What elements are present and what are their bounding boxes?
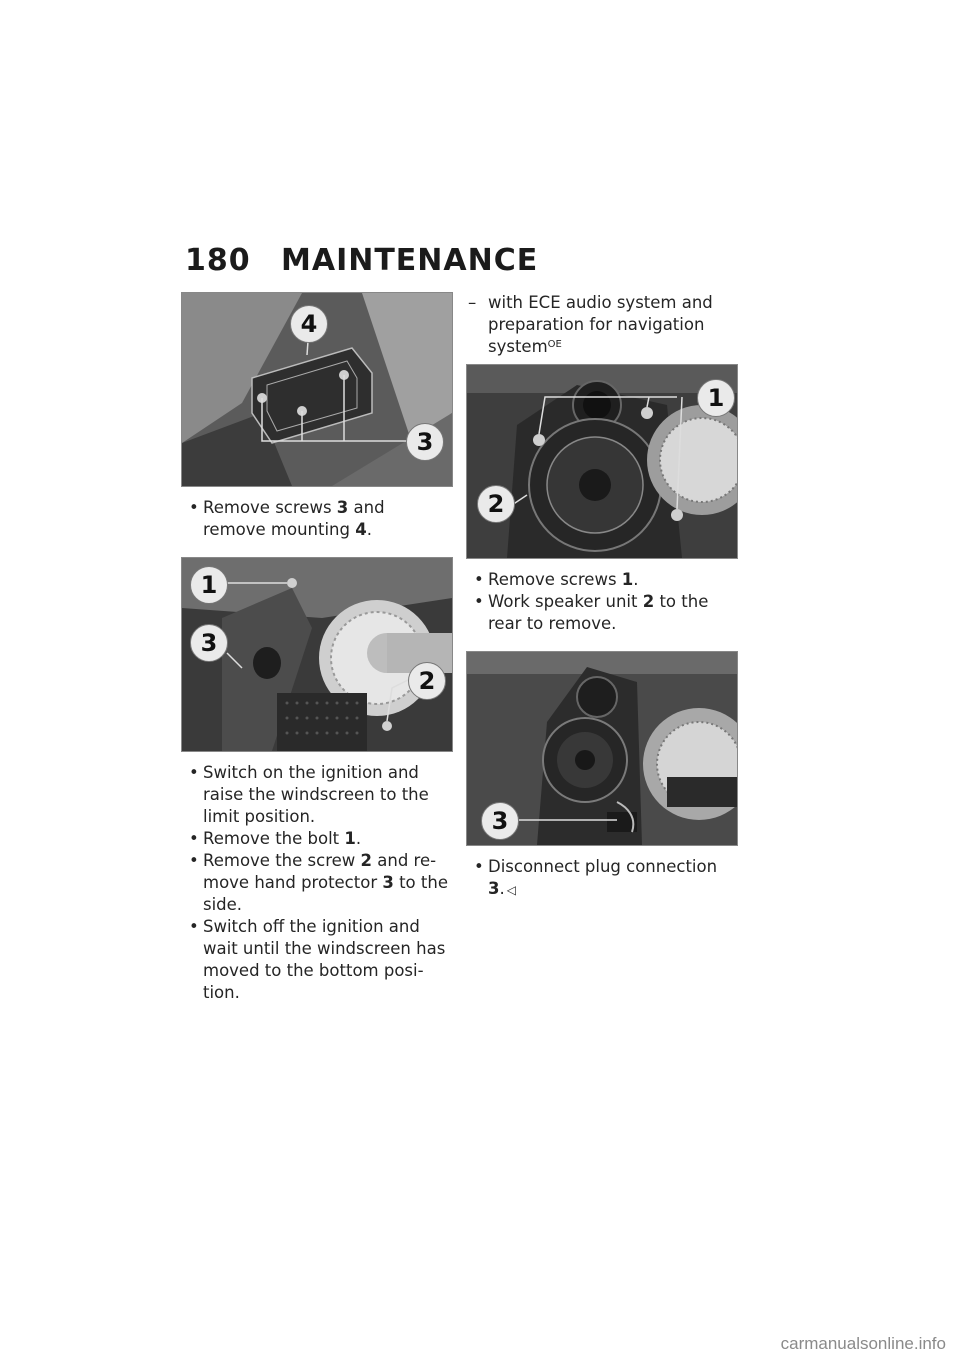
left-column (181, 292, 451, 1020)
callout-2: 2 (477, 485, 515, 523)
callout-3: 3 (406, 423, 444, 461)
figure-plug-connection (466, 651, 738, 846)
figure-mounting (181, 292, 453, 487)
figure-hand-protector (181, 557, 453, 752)
right-column (466, 292, 736, 917)
condition-list (466, 292, 736, 358)
step-item: • Remove screws 3 and remove mounting 4. (181, 497, 451, 541)
steps-list-d (466, 856, 736, 901)
page-header (185, 243, 538, 278)
watermark: carmanualsonline.info (780, 1334, 946, 1353)
step-item: • Remove the screw 2 and remove hand protector 3 to the side. (181, 850, 451, 916)
callout-1: 1 (697, 379, 735, 417)
callout-3: 3 (190, 624, 228, 662)
step-item: • Switch off the ignition and wait until the windscreen has moved to the bottom position. (181, 916, 451, 1004)
figure-speaker-screws (466, 364, 738, 559)
section-title: MAINTENANCE (281, 243, 539, 278)
callout-3: 3 (481, 802, 519, 840)
condition-item: – with ECE audio system and preparation for navigation system$^{OE}$ (466, 292, 736, 358)
callout-4: 4 (290, 305, 328, 343)
end-of-section-icon: ◁ (506, 883, 516, 897)
step-item: • Switch on the ignition and raise the windscreen to the limit position. (181, 762, 451, 828)
steps-list-c (466, 569, 736, 635)
step-item: • Work speaker unit 2 to the rear to remove. (466, 591, 736, 635)
callout-1: 1 (190, 566, 228, 604)
callout-2: 2 (408, 662, 446, 700)
page-number: 180 (185, 243, 251, 278)
steps-list-b (181, 762, 451, 1004)
steps-list-a (181, 497, 451, 541)
step-item: • Disconnect plug connection 3. ◁ (466, 856, 736, 901)
step-item: • Remove screws 1. (466, 569, 736, 591)
step-item: • Remove the bolt 1. (181, 828, 451, 850)
